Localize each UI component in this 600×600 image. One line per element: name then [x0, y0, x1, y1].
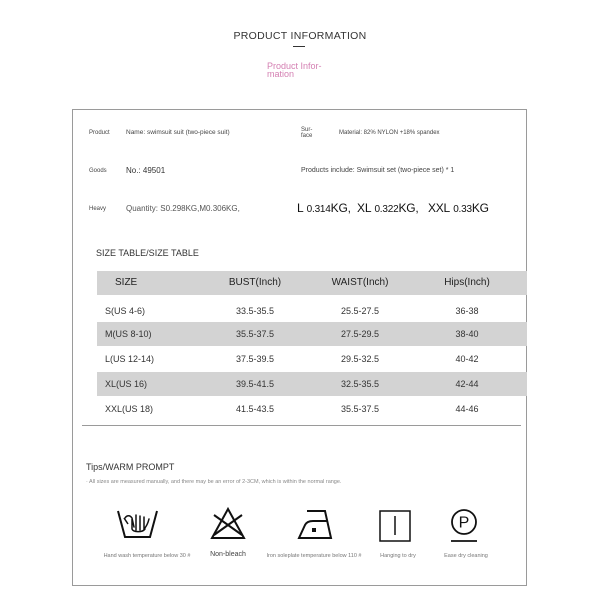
table-row — [97, 299, 527, 323]
table-row — [97, 372, 527, 396]
cell-waist: 25.5-27.5 — [340, 306, 380, 316]
subtitle-line-2: mation — [267, 69, 295, 79]
products-include: Products include: Swimsuit set (two-piece set) * 1 — [301, 167, 455, 174]
product-name: Name: swimsuit suit (two-piece suit) — [126, 129, 230, 136]
cell-size: M(US 8-10) — [105, 329, 152, 339]
cell-waist: 35.5-37.5 — [340, 404, 380, 414]
cell-waist: 27.5-29.5 — [340, 329, 380, 339]
subtitle-line-1: Product Infor- — [267, 61, 322, 71]
cell-hips: 40-42 — [455, 354, 479, 364]
dry-clean-label: Ease dry cleaning — [444, 553, 488, 559]
header-bust: BUST(Inch) — [228, 277, 282, 288]
hand-wash-icon — [115, 505, 160, 545]
cell-hips: 36-38 — [455, 306, 479, 316]
dry-clean-icon — [446, 505, 482, 545]
cell-hips: 44-46 — [455, 404, 479, 414]
title-divider — [293, 46, 305, 47]
cell-size: S(US 4-6) — [105, 306, 146, 316]
surface-label — [301, 127, 312, 139]
cell-size: L(US 12-14) — [105, 354, 155, 364]
iron-icon — [295, 505, 335, 545]
cell-bust: 35.5-37.5 — [235, 329, 275, 339]
weight-l: L 0.314KG, — [297, 201, 351, 215]
cell-hips: 38-40 — [455, 329, 479, 339]
section-divider — [82, 425, 521, 426]
tips-note: · All sizes are measured manually, and there may be an error of 2-3CM, which is within the normal range. — [86, 479, 342, 485]
quantity: Quantity: S0.298KG,M0.306KG, — [126, 204, 240, 213]
hang-dry-icon — [378, 505, 412, 545]
header-size: SIZE — [115, 277, 138, 288]
heavy-label: Heavy — [89, 206, 107, 212]
weight-xl: XL 0.322KG, — [357, 201, 419, 215]
page-subtitle — [267, 62, 322, 78]
cell-size: XL(US 16) — [105, 379, 148, 389]
product-label: Product — [89, 130, 110, 136]
surface-label-line-2: face — [301, 133, 313, 139]
weights — [297, 201, 489, 215]
cell-bust: 39.5-41.5 — [235, 379, 275, 389]
non-bleach-label: Non-bleach — [210, 551, 246, 558]
svg-text:P: P — [458, 514, 470, 532]
cell-waist: 32.5-35.5 — [340, 379, 380, 389]
goods-number: No.: 49501 — [126, 166, 166, 175]
tips-title: Tips/WARM PROMPT — [86, 462, 175, 472]
size-table-header — [97, 271, 527, 295]
table-row — [97, 397, 527, 421]
hand-wash-label: Hand wash temperature below 30 # — [103, 553, 191, 559]
table-row — [97, 322, 527, 346]
cell-bust: 37.5-39.5 — [235, 354, 275, 364]
weight-xxl: XXL 0.33KG — [427, 201, 489, 215]
material: Material: 82% NYLON +18% spandex — [339, 130, 440, 136]
cell-hips: 42-44 — [455, 379, 479, 389]
header-waist: WAIST(Inch) — [331, 277, 389, 288]
cell-size: XXL(US 18) — [105, 404, 154, 414]
surface-label-line-1: Sur- — [301, 127, 313, 133]
page-title: PRODUCT INFORMATION — [233, 30, 367, 42]
iron-label: Iron soleplate temperature below 110 # — [266, 553, 362, 559]
size-table-title: SIZE TABLE/SIZE TABLE — [96, 248, 199, 258]
goods-label: Goods — [89, 168, 107, 174]
non-bleach-icon — [208, 505, 248, 545]
cell-bust: 33.5-35.5 — [235, 306, 275, 316]
cell-bust: 41.5-43.5 — [235, 404, 275, 414]
table-row — [97, 347, 527, 371]
cell-waist: 29.5-32.5 — [340, 354, 380, 364]
hang-dry-label: Hanging to dry — [380, 553, 416, 559]
header-hips: Hips(Inch) — [444, 277, 490, 288]
